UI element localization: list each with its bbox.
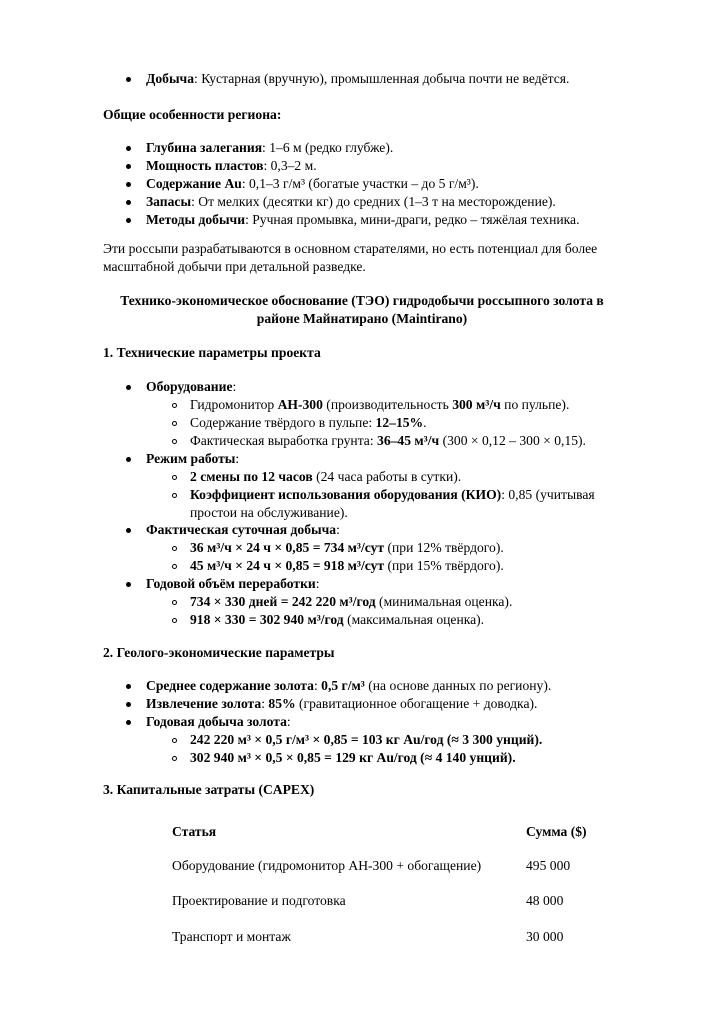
list-item: Запасы: От мелких (десятки кг) до средних (1–3 т на месторождение).: [146, 194, 556, 209]
list-item: Методы добычи: Ручная промывка, мини-драги, редко – тяжёлая техника.: [146, 212, 580, 227]
list-item: Глубина залегания: 1–6 м (редко глубже).: [146, 140, 394, 155]
section-heading: 2. Геолого-экономические параметры: [103, 645, 335, 660]
bullet-icon: [126, 77, 131, 82]
list-item: Режим работы:: [146, 451, 240, 466]
list-item: Извлечение золота: 85% (гравитационное обогащение + доводка).: [146, 696, 538, 711]
sub-list-item: Гидромонитор АН-300 (производительность 300 м³/ч по пульпе).: [190, 397, 570, 412]
list-item: Годовая добыча золота:: [146, 714, 291, 729]
paragraph-line: масштабной добычи при детальной разведке.: [103, 259, 366, 274]
sub-bullet-icon: [172, 600, 177, 605]
sub-bullet-icon: [172, 439, 177, 444]
list-item: Фактическая суточная добыча:: [146, 522, 340, 537]
list-item: Оборудование:: [146, 379, 237, 394]
document-title: Технико-экономическое обоснование (ТЭО) гидродобычи россыпного золота в: [120, 293, 604, 308]
bullet-icon: [126, 720, 131, 725]
bullet-icon: [126, 528, 131, 533]
sub-bullet-icon: [172, 421, 177, 426]
sub-bullet-icon: [172, 475, 177, 480]
document-title: районе Майнатирано (Maintirano): [256, 311, 468, 326]
section-heading: 1. Технические параметры проекта: [103, 345, 321, 360]
table-cell-item: Проектирование и подготовка: [172, 893, 346, 908]
list-item: Добыча: Кустарная (вручную), промышленная добыча почти не ведётся.: [146, 71, 570, 86]
list-item: Среднее содержание золота: 0,5 г/м³ (на основе данных по региону).: [146, 678, 552, 693]
sub-bullet-icon: [172, 564, 177, 569]
sub-list-item: Фактическая выработка грунта: 36–45 м³/ч (300 × 0,12 – 300 × 0,15).: [190, 433, 586, 448]
table-cell-item: Оборудование (гидромонитор АН-300 + обогащение): [172, 858, 482, 873]
list-item: Мощность пластов: 0,3–2 м.: [146, 158, 317, 173]
list-item: Годовой объём переработки:: [146, 576, 320, 591]
bullet-icon: [126, 200, 131, 205]
section-heading: Общие особенности региона:: [103, 107, 282, 122]
list-item: Содержание Au: 0,1–3 г/м³ (богатые участки – до 5 г/м³).: [146, 176, 479, 191]
bullet-icon: [126, 146, 131, 151]
sub-list-item: 2 смены по 12 часов (24 часа работы в сутки).: [190, 469, 462, 484]
bullet-icon: [126, 702, 131, 707]
table-cell-item: Транспорт и монтаж: [172, 929, 291, 944]
sub-list-item: 45 м³/ч × 24 ч × 0,85 = 918 м³/сут (при 15% твёрдого).: [190, 558, 504, 573]
sub-bullet-icon: [172, 493, 177, 498]
sub-list-item-continued: простои на обслуживание).: [190, 505, 348, 520]
bullet-icon: [126, 385, 131, 390]
sub-list-item: 918 × 330 = 302 940 м³/год (максимальная оценка).: [190, 612, 485, 627]
sub-list-item: Содержание твёрдого в пульпе: 12–15%.: [190, 415, 427, 430]
bullet-icon: [126, 457, 131, 462]
sub-list-item: 36 м³/ч × 24 ч × 0,85 = 734 м³/сут (при 12% твёрдого).: [190, 540, 504, 555]
table-cell-amount: 30 000: [526, 929, 564, 944]
paragraph-line: Эти россыпи разрабатываются в основном старателями, но есть потенциал для более: [103, 241, 598, 256]
bullet-icon: [126, 218, 131, 223]
table-cell-amount: 48 000: [526, 893, 564, 908]
sub-list-item: Коэффициент использования оборудования (КИО): 0,85 (учитывая: [190, 487, 595, 502]
section-heading: 3. Капитальные затраты (CAPEX): [103, 782, 315, 797]
bullet-icon: [126, 684, 131, 689]
table-header-item: Статья: [172, 824, 217, 839]
table-header-amount: Сумма ($): [526, 824, 587, 839]
table-cell-amount: 495 000: [526, 858, 571, 873]
sub-bullet-icon: [172, 403, 177, 408]
bullet-icon: [126, 582, 131, 587]
bullet-icon: [126, 164, 131, 169]
sub-list-item: 734 × 330 дней = 242 220 м³/год (минимальная оценка).: [190, 594, 513, 609]
bullet-icon: [126, 182, 131, 187]
sub-bullet-icon: [172, 756, 177, 761]
sub-bullet-icon: [172, 546, 177, 551]
sub-bullet-icon: [172, 618, 177, 623]
sub-bullet-icon: [172, 738, 177, 743]
sub-list-item: 302 940 м³ × 0,5 × 0,85 = 129 кг Au/год (≈ 4 140 унций).: [190, 750, 516, 765]
sub-list-item: 242 220 м³ × 0,5 г/м³ × 0,85 = 103 кг Au/год (≈ 3 300 унций).: [190, 732, 543, 747]
